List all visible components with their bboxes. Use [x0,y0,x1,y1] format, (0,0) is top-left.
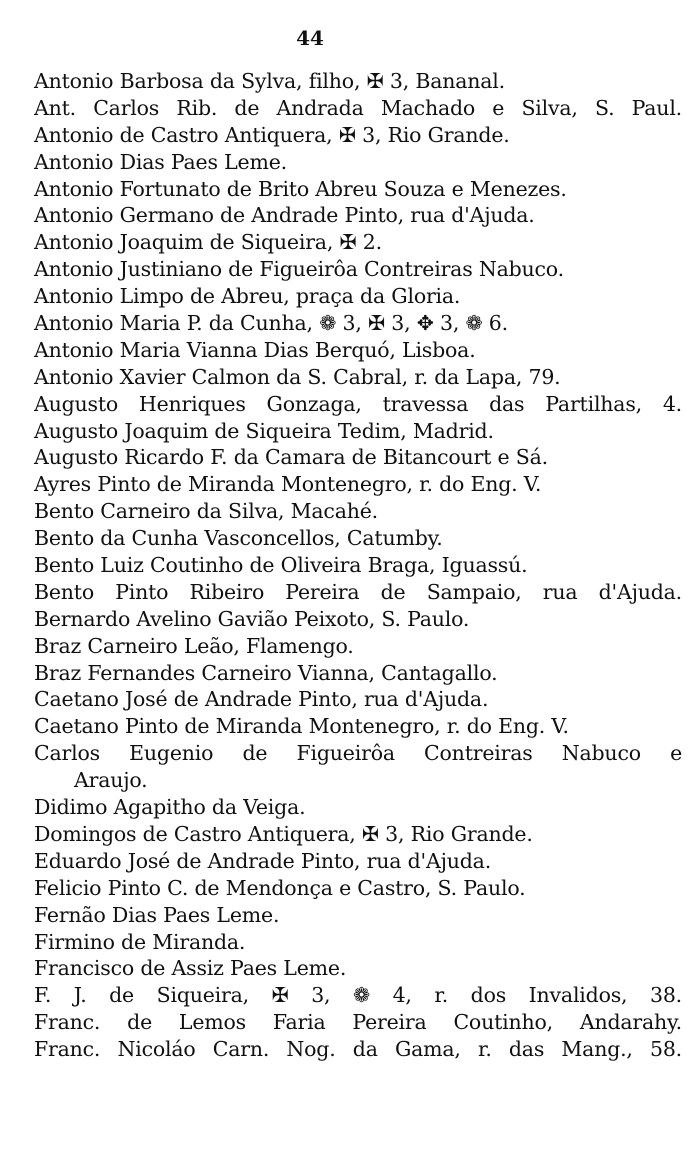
list-entry: Ayres Pinto de Miranda Montenegro, r. do Eng. V. [34,472,542,497]
list-entry: Bernardo Avelino Gavião Peixoto, S. Paulo. [34,606,470,631]
list-entry: Felicio Pinto C. de Mendonça e Castro, S. Paulo. [34,875,526,900]
name-list [34,68,682,1063]
list-entry: Antonio Joaquim de Siqueira, ✠ 2. [34,230,382,255]
list-entry: Eduardo José de Andrade Pinto, rua d'Ajuda. [34,848,492,873]
list-entry: Antonio Barbosa da Sylva, filho, ✠ 3, Bananal. [34,69,505,93]
list-entry: Antonio Xavier Calmon da S. Cabral, r. da Lapa, 79. [34,364,561,389]
list-entry: Caetano José de Andrade Pinto, rua d'Ajuda. [34,687,489,712]
list-entry: Antonio Justiniano de Figueirôa Contreiras Nabuco. [34,257,564,282]
list-entry: Firmino de Miranda. [34,929,246,954]
list-entry: Antonio Maria P. da Cunha, ❁ 3, ✠ 3, ✥ 3, ❁ 6. [34,311,508,336]
list-entry: Antonio de Castro Antiquera, ✠ 3, Rio Grande. [34,122,510,147]
list-entry: Antonio Dias Paes Leme. [34,149,287,174]
list-entry: Franc. de Lemos Faria Pereira Coutinho, Andarahy. [34,1010,682,1035]
list-entry: Augusto Joaquim de Siqueira Tedim, Madrid. [34,418,494,443]
list-entry: Augusto Ricardo F. da Camara de Bitancourt e Sá. [34,445,548,470]
list-entry: Braz Carneiro Leão, Flamengo. [34,633,354,658]
list-entry: Braz Fernandes Carneiro Vianna, Cantagallo. [34,660,498,685]
list-entry: Didimo Agapitho da Veiga. [34,795,306,820]
list-entry: Domingos de Castro Antiquera, ✠ 3, Rio Grande. [34,821,533,846]
list-entry: Ant. Carlos Rib. de Andrada Machado e Silva, S. Paul. [34,95,682,120]
list-entry: Bento Luiz Coutinho de Oliveira Braga, Iguassú. [34,553,528,578]
list-entry: Bento Carneiro da Silva, Macahé. [34,499,378,524]
list-entry: Antonio Fortunato de Brito Abreu Souza e Menezes. [34,176,567,201]
list-entry: Augusto Henriques Gonzaga, travessa das Partilhas, 4. [34,391,682,416]
list-entry: Carlos Eugenio de Figueirôa Contreiras Nabuco e [34,741,682,766]
list-entry: Antonio Maria Vianna Dias Berquó, Lisboa. [34,337,476,362]
list-entry: Antonio Limpo de Abreu, praça da Gloria. [34,284,461,309]
list-entry: Caetano Pinto de Miranda Montenegro, r. do Eng. V. [34,714,569,739]
list-entry: Fernão Dias Paes Leme. [34,902,280,927]
list-entry: Antonio Germano de Andrade Pinto, rua d'Ajuda. [34,203,535,228]
list-entry: Araujo. [74,768,148,793]
list-entry: Francisco de Assiz Paes Leme. [34,956,347,981]
list-entry: F. J. de Siqueira, ✠ 3, ❁ 4, r. dos Invalidos, 38. [34,983,682,1008]
list-entry: Franc. Nicoláo Carn. Nog. da Gama, r. das Mang., 58. [34,1037,682,1062]
list-entry: Bento da Cunha Vasconcellos, Catumby. [34,526,443,551]
list-entry: Bento Pinto Ribeiro Pereira de Sampaio, rua d'Ajuda. [34,579,682,604]
page-number: 44 [296,26,324,50]
